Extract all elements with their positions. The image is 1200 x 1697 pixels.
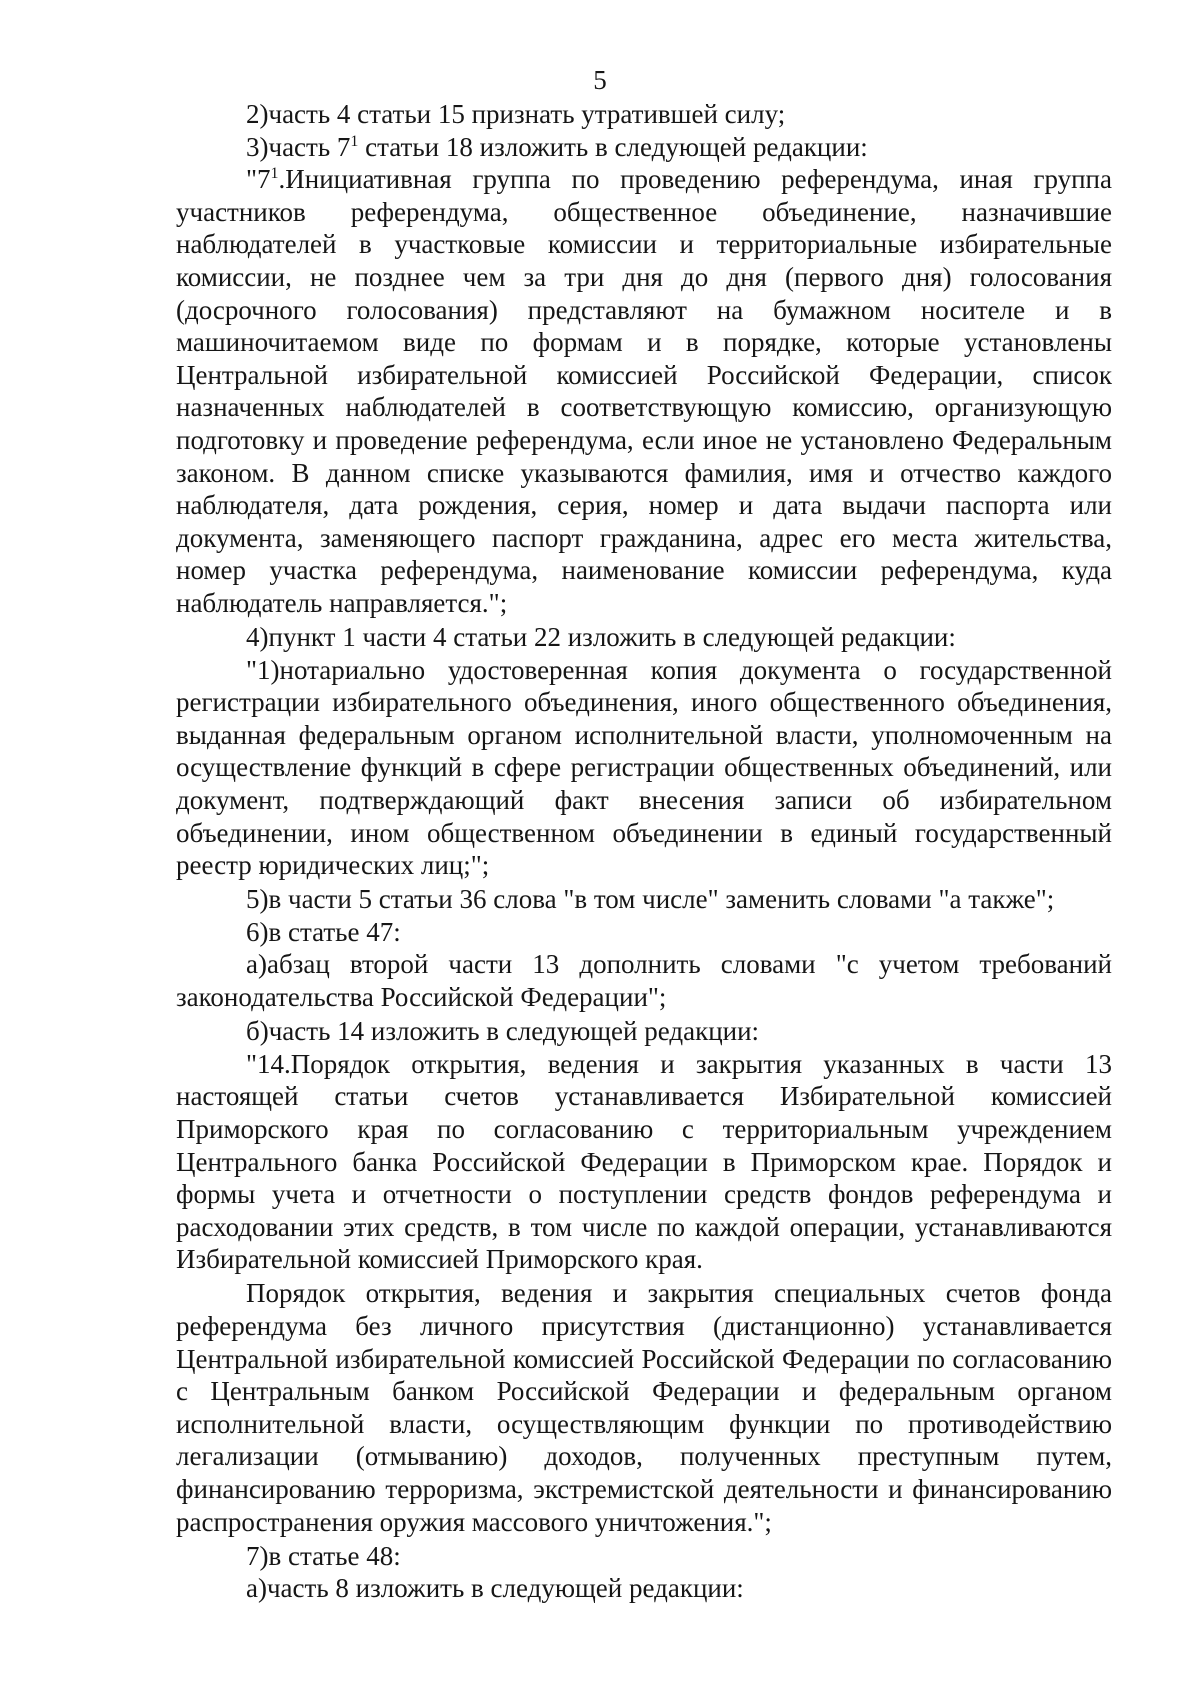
paragraph-special-accounts: Порядок открытия, ведения и закрытия специальных счетов фонда референдума без личного присутствия (дистанционно) устанавливается Центральной избирательной комиссией Российской Федерации по согласованию с Центральным банком Российской Федерации и федеральным органом исполнительной власти, осуществляющим функции по противодействию легализации (отмыванию) доходов, полученных преступным путем, финансированию терроризма, экстремистской деятельности и финансированию распространения оружия массового уничтожения."; bbox=[176, 1278, 1112, 1537]
paragraph-item-3: 3)часть $7^1$ статьи 18 изложить в следующей редакции: bbox=[246, 131, 868, 162]
paragraph-item-2: 2)часть 4 статьи 15 признать утратившей силу; bbox=[246, 99, 786, 129]
paragraph-item-7: 7)в статье 48: bbox=[246, 1540, 401, 1571]
paragraph-subitem-b: б)часть 14 изложить в следующей редакции: bbox=[246, 1016, 760, 1047]
superscript: 1 bbox=[270, 165, 279, 183]
page-number: 5 bbox=[593, 65, 607, 95]
document-body bbox=[176, 98, 1112, 1605]
superscript: 1 bbox=[350, 132, 359, 150]
paragraph-subitem-a: а)абзац второй части 13 дополнить словами "с учетом требований законодательства Российской Федерации"; bbox=[176, 949, 1112, 1013]
paragraph-item-5: 5)в части 5 статьи 36 слова "в том числе" заменить словами "а также"; bbox=[246, 884, 1055, 915]
paragraph-subitem-a-48: а)часть 8 изложить в следующей редакции: bbox=[246, 1573, 744, 1604]
paragraph-point-1: "1)нотариально удостоверенная копия документа о государственной регистрации избирательного объединения, иного общественного объединения, выданная федеральным органом исполнительной власти, уполномоченным на осуществление функций в сфере регистрации общественных объединений, или документ, подтверждающий факт внесения записи об избирательном объединении, ином общественном объединении в единый государственный реестр юридических лиц;"; bbox=[176, 654, 1112, 881]
paragraph-part-7-1: "$7^1.Инициативная$ группа по проведению референдума, иная группа участников референдума, общественное объединение, назначившие наблюдателей в участковые комиссии и территориальные избирательные комиссии, не позднее чем за три дня до дня (первого дня) голосования (досрочного голосования) представляют на бумажном носителе и в машиночитаемом виде по формам и в порядке, которые установлены Центральной избирательной комиссией Российской Федерации, список назначенных наблюдателей в соответствующую комиссию, организующую подготовку и проведение референдума, если иное не установлено Федеральным законом. В данном списке указываются фамилия, имя и отчество каждого наблюдателя, дата рождения, серия, номер и дата выдачи паспорта или документа, заменяющего паспорт гражданина, адрес его места жительства, номер участка референдума, наименование комиссии референдума, куда наблюдатель направляется."; bbox=[176, 164, 1112, 618]
paragraph-part-14: "14.Порядок открытия, ведения и закрытия указанных в части 13 настоящей статьи счетов устанавливается Избирательной комиссией Приморского края по согласованию с территориальным учреждением Центрального банка Российской Федерации в Приморском крае. Порядок и формы учета и отчетности о поступлении средств фондов референдума и расходовании этих средств, в том числе по каждой операции, устанавливаются Избирательной комиссией Приморского края. bbox=[176, 1048, 1112, 1275]
paragraph-item-4: 4)пункт 1 части 4 статьи 22 изложить в следующей редакции: bbox=[246, 622, 956, 652]
paragraph-item-6: 6)в статье 47: bbox=[246, 916, 401, 947]
